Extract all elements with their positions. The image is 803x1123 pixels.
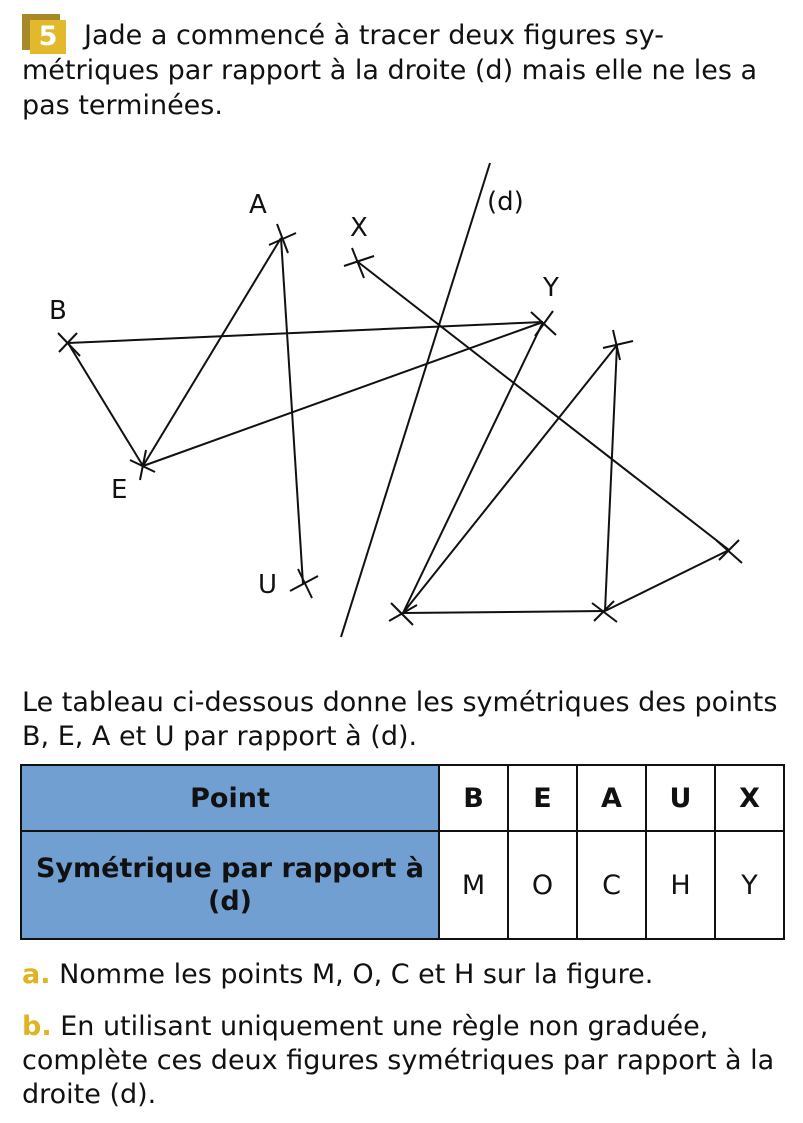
question-b-label: b. [22,1011,52,1042]
symmetric-cell: Y [715,831,784,939]
exercise-number: 5 [30,20,66,54]
label-X: X [350,213,368,243]
point-cell: U [646,765,715,831]
question-b-text: En utilisant uniquement une règle non graduée, complète ces deux figures symétriques par rapport à la droite (d). [22,1011,775,1110]
segment-EY [143,322,543,466]
symmetric-cell: H [646,831,715,939]
segment-top-bottom-mid [605,345,617,611]
point-cell: B [439,765,508,831]
segment-BE [68,343,143,466]
label-d: (d) [487,187,524,217]
segment-BY [68,322,543,343]
segment-top-bottom-left [403,345,617,613]
question-b [22,1010,792,1112]
question-a [22,958,792,992]
question-a-text: Nomme les points M, O, C et H sur la figure. [59,959,654,990]
segment-bottom-left-mid [403,611,605,613]
point-cell: A [577,765,646,831]
point-cell: X [715,765,784,831]
question-a-label: a. [22,959,51,990]
symmetry-table [20,764,785,940]
geometry-figure [0,150,803,650]
point-cell: E [508,765,577,831]
intro-text: Jade a commencé à tracer deux figures sy-métriques par rapport à la droite (d) mais elle ne les a pas terminées. [22,20,758,121]
row-header-point: Point [21,765,439,831]
table-row-points [21,765,784,831]
segment-EA [143,238,281,466]
symmetric-cell: C [577,831,646,939]
segment-bottom-mid-right [605,550,729,611]
label-A: A [249,190,267,220]
table-intro: Le tableau ci-dessous donne les symétriques des points B, E, A et U par rapport à (d). [22,687,778,752]
mark-B [58,333,80,356]
label-U: U [258,570,278,600]
label-Y: Y [543,273,559,303]
table-row-symmetrics [21,831,784,939]
symmetric-cell: O [508,831,577,939]
symmetric-cell: M [439,831,508,939]
exercise-statement [22,18,782,123]
row-header-symmetric: Symétrique par rapport à (d) [21,831,439,939]
mark-right-top [603,341,633,348]
label-E: E [111,475,128,505]
segment-AU [281,238,303,584]
mark-U-2 [298,569,312,598]
label-B: B [49,296,67,326]
